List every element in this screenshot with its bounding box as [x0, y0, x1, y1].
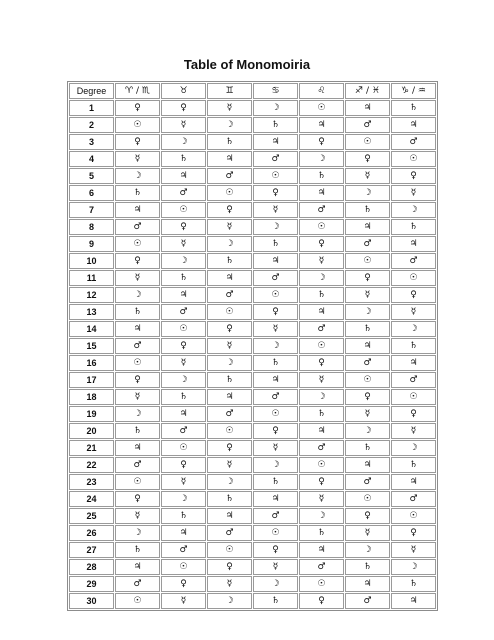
planet-symbol-cell: ♃ — [161, 406, 206, 422]
planet-symbol-cell: ♄ — [253, 236, 298, 252]
planet-symbol-cell: ♄ — [345, 440, 390, 456]
table-row — [69, 389, 436, 405]
planet-symbol-cell: ☿ — [299, 491, 344, 507]
planet-symbol-cell: ☿ — [207, 576, 252, 592]
planet-symbol-cell: ♄ — [115, 423, 160, 439]
degree-cell: 9 — [69, 236, 114, 252]
planet-symbol-cell: ♄ — [299, 525, 344, 541]
planet-symbol-cell: ♂ — [345, 236, 390, 252]
degree-cell: 6 — [69, 185, 114, 201]
planet-symbol-cell: ☿ — [161, 355, 206, 371]
planet-symbol-cell: ☿ — [345, 168, 390, 184]
monomoiria-table — [67, 81, 438, 611]
planet-symbol-cell: ♀ — [345, 389, 390, 405]
planet-symbol-cell: ♄ — [207, 134, 252, 150]
planet-symbol-cell: ☿ — [299, 253, 344, 269]
planet-symbol-cell: ♃ — [253, 253, 298, 269]
planet-symbol-cell: ♄ — [299, 287, 344, 303]
planet-symbol-cell: ♀ — [115, 100, 160, 116]
planet-symbol-cell: ♃ — [161, 525, 206, 541]
planet-symbol-cell: ☿ — [207, 338, 252, 354]
planet-symbol-cell: ☿ — [299, 372, 344, 388]
planet-symbol-cell: ♂ — [115, 576, 160, 592]
planet-symbol-cell: ☽ — [345, 542, 390, 558]
planet-symbol-cell: ♃ — [345, 338, 390, 354]
planet-symbol-cell: ☉ — [207, 423, 252, 439]
table-row — [69, 321, 436, 337]
planet-symbol-cell: ♂ — [391, 134, 436, 150]
degree-cell: 20 — [69, 423, 114, 439]
planet-symbol-cell: ☉ — [345, 134, 390, 150]
degree-cell: 23 — [69, 474, 114, 490]
planet-symbol-cell: ☿ — [253, 559, 298, 575]
planet-symbol-cell: ☉ — [299, 219, 344, 235]
planet-symbol-cell: ♂ — [345, 474, 390, 490]
sign-column-header: ♈ / ♏ — [115, 83, 160, 99]
planet-symbol-cell: ♂ — [299, 440, 344, 456]
planet-symbol-cell: ☽ — [253, 576, 298, 592]
planet-symbol-cell: ♃ — [253, 134, 298, 150]
planet-symbol-cell: ☿ — [391, 304, 436, 320]
table-row — [69, 406, 436, 422]
planet-symbol-cell: ☽ — [115, 406, 160, 422]
degree-cell: 7 — [69, 202, 114, 218]
planet-symbol-cell: ♂ — [161, 185, 206, 201]
planet-symbol-cell: ☉ — [299, 576, 344, 592]
planet-symbol-cell: ♀ — [115, 134, 160, 150]
planet-symbol-cell: ☉ — [253, 168, 298, 184]
planet-symbol-cell: ♄ — [253, 593, 298, 609]
planet-symbol-cell: ☿ — [161, 593, 206, 609]
planet-symbol-cell: ☽ — [299, 389, 344, 405]
planet-symbol-cell: ♃ — [345, 219, 390, 235]
table-row — [69, 100, 436, 116]
planet-symbol-cell: ☉ — [391, 508, 436, 524]
planet-symbol-cell: ☉ — [253, 525, 298, 541]
planet-symbol-cell: ♀ — [161, 338, 206, 354]
planet-symbol-cell: ☉ — [207, 304, 252, 320]
planet-symbol-cell: ♃ — [391, 355, 436, 371]
table-row — [69, 236, 436, 252]
planet-symbol-cell: ♂ — [207, 168, 252, 184]
planet-symbol-cell: ♄ — [299, 406, 344, 422]
planet-symbol-cell: ♂ — [115, 219, 160, 235]
planet-symbol-cell: ♄ — [161, 270, 206, 286]
sign-column-header: ♌ — [299, 83, 344, 99]
planet-symbol-cell: ♄ — [253, 117, 298, 133]
planet-symbol-cell: ♄ — [391, 338, 436, 354]
planet-symbol-cell: ☽ — [115, 287, 160, 303]
planet-symbol-cell: ☉ — [161, 559, 206, 575]
planet-symbol-cell: ♃ — [391, 474, 436, 490]
planet-symbol-cell: ♀ — [161, 576, 206, 592]
degree-cell: 16 — [69, 355, 114, 371]
table-row — [69, 576, 436, 592]
planet-symbol-cell: ♃ — [391, 593, 436, 609]
planet-symbol-cell: ☽ — [161, 134, 206, 150]
degree-cell: 12 — [69, 287, 114, 303]
planet-symbol-cell: ☽ — [161, 372, 206, 388]
planet-symbol-cell: ♄ — [345, 202, 390, 218]
planet-symbol-cell: ☉ — [161, 202, 206, 218]
planet-symbol-cell: ♄ — [345, 321, 390, 337]
planet-symbol-cell: ♃ — [207, 389, 252, 405]
planet-symbol-cell: ♂ — [391, 491, 436, 507]
planet-symbol-cell: ♂ — [115, 457, 160, 473]
planet-symbol-cell: ☿ — [345, 525, 390, 541]
planet-symbol-cell: ☉ — [299, 457, 344, 473]
planet-symbol-cell: ♀ — [161, 457, 206, 473]
planet-symbol-cell: ☽ — [299, 508, 344, 524]
table-row — [69, 287, 436, 303]
planet-symbol-cell: ♀ — [253, 185, 298, 201]
planet-symbol-cell: ♀ — [207, 559, 252, 575]
table-body — [69, 100, 436, 609]
planet-symbol-cell: ♄ — [161, 151, 206, 167]
planet-symbol-cell: ♀ — [115, 491, 160, 507]
planet-symbol-cell: ♃ — [207, 151, 252, 167]
planet-symbol-cell: ♂ — [253, 270, 298, 286]
planet-symbol-cell: ♄ — [253, 355, 298, 371]
planet-symbol-cell: ☽ — [391, 559, 436, 575]
planet-symbol-cell: ♀ — [161, 219, 206, 235]
planet-symbol-cell: ☉ — [253, 406, 298, 422]
table-row — [69, 304, 436, 320]
planet-symbol-cell: ♃ — [115, 321, 160, 337]
planet-symbol-cell: ☉ — [161, 440, 206, 456]
table-row — [69, 457, 436, 473]
planet-symbol-cell: ♄ — [207, 253, 252, 269]
planet-symbol-cell: ♂ — [161, 423, 206, 439]
planet-symbol-cell: ♃ — [299, 185, 344, 201]
planet-symbol-cell: ☉ — [391, 270, 436, 286]
planet-symbol-cell: ♃ — [299, 304, 344, 320]
planet-symbol-cell: ☉ — [115, 474, 160, 490]
planet-symbol-cell: ♂ — [391, 253, 436, 269]
planet-symbol-cell: ♃ — [115, 440, 160, 456]
planet-symbol-cell: ☽ — [345, 185, 390, 201]
degree-cell: 25 — [69, 508, 114, 524]
planet-symbol-cell: ♀ — [345, 151, 390, 167]
sign-column-header: ♋ — [253, 83, 298, 99]
planet-symbol-cell: ♀ — [253, 304, 298, 320]
planet-symbol-cell: ♃ — [299, 117, 344, 133]
planet-symbol-cell: ☉ — [345, 253, 390, 269]
planet-symbol-cell: ♀ — [207, 202, 252, 218]
planet-symbol-cell: ☉ — [299, 100, 344, 116]
sign-column-header: ♉ — [161, 83, 206, 99]
planet-symbol-cell: ♀ — [115, 372, 160, 388]
degree-cell: 5 — [69, 168, 114, 184]
planet-symbol-cell: ♂ — [299, 321, 344, 337]
table-row — [69, 151, 436, 167]
planet-symbol-cell: ☿ — [391, 423, 436, 439]
planet-symbol-cell: ♀ — [391, 406, 436, 422]
degree-cell: 29 — [69, 576, 114, 592]
planet-symbol-cell: ♄ — [345, 559, 390, 575]
planet-symbol-cell: ☽ — [207, 355, 252, 371]
planet-symbol-cell: ♂ — [391, 372, 436, 388]
table-row — [69, 525, 436, 541]
table-row — [69, 474, 436, 490]
degree-cell: 2 — [69, 117, 114, 133]
planet-symbol-cell: ♂ — [345, 355, 390, 371]
degree-column-header: Degree — [69, 83, 114, 99]
planet-symbol-cell: ♀ — [391, 525, 436, 541]
planet-symbol-cell: ☽ — [207, 236, 252, 252]
sign-column-header: ♑ / ♒ — [391, 83, 436, 99]
planet-symbol-cell: ♃ — [345, 100, 390, 116]
table-row — [69, 593, 436, 609]
planet-symbol-cell: ☿ — [253, 440, 298, 456]
planet-symbol-cell: ♃ — [253, 491, 298, 507]
planet-symbol-cell: ♀ — [391, 168, 436, 184]
degree-cell: 15 — [69, 338, 114, 354]
planet-symbol-cell: ☉ — [115, 355, 160, 371]
planet-symbol-cell: ♂ — [299, 559, 344, 575]
planet-symbol-cell: ♀ — [207, 440, 252, 456]
planet-symbol-cell: ☽ — [391, 202, 436, 218]
planet-symbol-cell: ☽ — [345, 423, 390, 439]
planet-symbol-cell: ♄ — [391, 457, 436, 473]
planet-symbol-cell: ☽ — [161, 253, 206, 269]
planet-symbol-cell: ♀ — [391, 287, 436, 303]
degree-cell: 14 — [69, 321, 114, 337]
degree-cell: 13 — [69, 304, 114, 320]
planet-symbol-cell: ♀ — [299, 474, 344, 490]
planet-symbol-cell: ☿ — [207, 219, 252, 235]
planet-symbol-cell: ☽ — [207, 117, 252, 133]
table-row — [69, 355, 436, 371]
degree-cell: 30 — [69, 593, 114, 609]
table-row — [69, 270, 436, 286]
table-row — [69, 542, 436, 558]
planet-symbol-cell: ♂ — [299, 202, 344, 218]
planet-symbol-cell: ♂ — [161, 542, 206, 558]
planet-symbol-cell: ♂ — [253, 389, 298, 405]
table-row — [69, 219, 436, 235]
sign-column-header: ♊ — [207, 83, 252, 99]
planet-symbol-cell: ☿ — [115, 270, 160, 286]
planet-symbol-cell: ☿ — [345, 406, 390, 422]
table-row — [69, 508, 436, 524]
degree-cell: 24 — [69, 491, 114, 507]
planet-symbol-cell: ☽ — [253, 338, 298, 354]
planet-symbol-cell: ♃ — [115, 202, 160, 218]
planet-symbol-cell: ☉ — [115, 236, 160, 252]
planet-symbol-cell: ♂ — [207, 287, 252, 303]
planet-symbol-cell: ☽ — [391, 321, 436, 337]
planet-symbol-cell: ☿ — [345, 287, 390, 303]
planet-symbol-cell: ♀ — [345, 270, 390, 286]
planet-symbol-cell: ♀ — [207, 321, 252, 337]
degree-cell: 11 — [69, 270, 114, 286]
planet-symbol-cell: ♃ — [207, 508, 252, 524]
planet-symbol-cell: ♄ — [391, 576, 436, 592]
planet-symbol-cell: ♂ — [253, 508, 298, 524]
planet-symbol-cell: ♄ — [207, 491, 252, 507]
planet-symbol-cell: ☽ — [253, 219, 298, 235]
planet-symbol-cell: ☽ — [207, 593, 252, 609]
planet-symbol-cell: ♂ — [345, 593, 390, 609]
planet-symbol-cell: ☿ — [207, 100, 252, 116]
planet-symbol-cell: ☉ — [345, 372, 390, 388]
degree-cell: 28 — [69, 559, 114, 575]
table-row — [69, 253, 436, 269]
degree-cell: 8 — [69, 219, 114, 235]
planet-symbol-cell: ♃ — [161, 168, 206, 184]
planet-symbol-cell: ♄ — [115, 542, 160, 558]
planet-symbol-cell: ☽ — [391, 440, 436, 456]
planet-symbol-cell: ♄ — [161, 389, 206, 405]
planet-symbol-cell: ♀ — [299, 134, 344, 150]
planet-symbol-cell: ☽ — [299, 270, 344, 286]
degree-cell: 1 — [69, 100, 114, 116]
degree-cell: 26 — [69, 525, 114, 541]
table-row — [69, 491, 436, 507]
planet-symbol-cell: ☉ — [115, 593, 160, 609]
planet-symbol-cell: ☉ — [345, 491, 390, 507]
table-row — [69, 134, 436, 150]
planet-symbol-cell: ♄ — [115, 304, 160, 320]
degree-cell: 18 — [69, 389, 114, 405]
planet-symbol-cell: ♂ — [345, 117, 390, 133]
planet-symbol-cell: ☽ — [115, 525, 160, 541]
planet-symbol-cell: ♄ — [253, 474, 298, 490]
page-title: Table of Monomoiria — [183, 57, 311, 72]
degree-cell: 10 — [69, 253, 114, 269]
planet-symbol-cell: ♀ — [161, 100, 206, 116]
planet-symbol-cell: ♀ — [253, 423, 298, 439]
degree-cell: 22 — [69, 457, 114, 473]
planet-symbol-cell: ♄ — [299, 168, 344, 184]
degree-cell: 17 — [69, 372, 114, 388]
planet-symbol-cell: ☉ — [391, 151, 436, 167]
planet-symbol-cell: ♀ — [299, 355, 344, 371]
degree-cell: 4 — [69, 151, 114, 167]
planet-symbol-cell: ☿ — [115, 508, 160, 524]
planet-symbol-cell: ♄ — [161, 508, 206, 524]
table-row — [69, 202, 436, 218]
planet-symbol-cell: ☿ — [207, 457, 252, 473]
planet-symbol-cell: ♃ — [391, 236, 436, 252]
planet-symbol-cell: ☿ — [161, 117, 206, 133]
planet-symbol-cell: ☿ — [115, 389, 160, 405]
sign-column-header: ♐ / ♓ — [345, 83, 390, 99]
planet-symbol-cell: ♃ — [391, 117, 436, 133]
planet-symbol-cell: ☿ — [391, 542, 436, 558]
table-row — [69, 423, 436, 439]
table-row — [69, 185, 436, 201]
planet-symbol-cell: ♄ — [115, 185, 160, 201]
table-row — [69, 168, 436, 184]
planet-symbol-cell: ☿ — [161, 236, 206, 252]
planet-symbol-cell: ♀ — [115, 253, 160, 269]
planet-symbol-cell: ☿ — [391, 185, 436, 201]
planet-symbol-cell: ☿ — [115, 151, 160, 167]
planet-symbol-cell: ☽ — [207, 474, 252, 490]
planet-symbol-cell: ☉ — [207, 542, 252, 558]
planet-symbol-cell: ♃ — [299, 542, 344, 558]
planet-symbol-cell: ♀ — [253, 542, 298, 558]
degree-cell: 3 — [69, 134, 114, 150]
table-row — [69, 117, 436, 133]
planet-symbol-cell: ♄ — [391, 100, 436, 116]
planet-symbol-cell: ♀ — [299, 236, 344, 252]
degree-cell: 21 — [69, 440, 114, 456]
planet-symbol-cell: ♄ — [391, 219, 436, 235]
planet-symbol-cell: ♂ — [161, 304, 206, 320]
planet-symbol-cell: ♀ — [299, 593, 344, 609]
planet-symbol-cell: ☽ — [345, 304, 390, 320]
planet-symbol-cell: ♃ — [299, 423, 344, 439]
table-row — [69, 559, 436, 575]
planet-symbol-cell: ☉ — [391, 389, 436, 405]
planet-symbol-cell: ☽ — [299, 151, 344, 167]
planet-symbol-cell: ☉ — [115, 117, 160, 133]
planet-symbol-cell: ☿ — [161, 474, 206, 490]
table-row — [69, 338, 436, 354]
planet-symbol-cell: ☉ — [161, 321, 206, 337]
planet-symbol-cell: ☽ — [253, 100, 298, 116]
planet-symbol-cell: ♀ — [345, 508, 390, 524]
planet-symbol-cell: ☿ — [253, 202, 298, 218]
table-row — [69, 440, 436, 456]
planet-symbol-cell: ♃ — [345, 576, 390, 592]
planet-symbol-cell: ♃ — [115, 559, 160, 575]
planet-symbol-cell: ☽ — [161, 491, 206, 507]
planet-symbol-cell: ☽ — [115, 168, 160, 184]
planet-symbol-cell: ☿ — [253, 321, 298, 337]
degree-cell: 27 — [69, 542, 114, 558]
header-row — [69, 83, 436, 99]
planet-symbol-cell: ♂ — [253, 151, 298, 167]
planet-symbol-cell: ☽ — [253, 457, 298, 473]
planet-symbol-cell: ☉ — [299, 338, 344, 354]
planet-symbol-cell: ☉ — [207, 185, 252, 201]
planet-symbol-cell: ♄ — [207, 372, 252, 388]
planet-symbol-cell: ☉ — [253, 287, 298, 303]
planet-symbol-cell: ♂ — [207, 406, 252, 422]
table-row — [69, 372, 436, 388]
planet-symbol-cell: ♃ — [253, 372, 298, 388]
planet-symbol-cell: ♂ — [115, 338, 160, 354]
planet-symbol-cell: ♃ — [345, 457, 390, 473]
degree-cell: 19 — [69, 406, 114, 422]
planet-symbol-cell: ♃ — [161, 287, 206, 303]
planet-symbol-cell: ♂ — [207, 525, 252, 541]
planet-symbol-cell: ♃ — [207, 270, 252, 286]
